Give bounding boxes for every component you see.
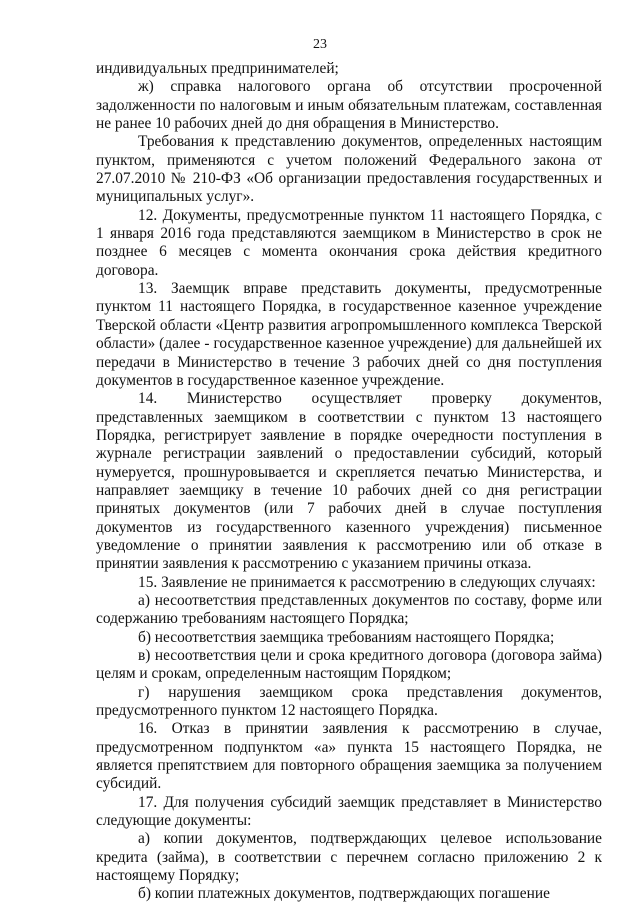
paragraph-12: 12. Документы, предусмотренные пунктом 11 настоящего Порядка, с 1 января 2016 года представляются заемщиком в Министерство в срок не позднее 6 месяцев с момента окончания срока действия кредитного договора.	[96, 206, 602, 279]
paragraph-15-a: а) несоответствия представленных документов по составу, форме или содержанию требованиям настоящего Порядка;	[96, 591, 602, 628]
paragraph-16: 16. Отказ в принятии заявления к рассмотрению в случае, предусмотренном подпунктом «а» пункта 15 настоящего Порядка, не является препятствием для повторного обращения заемщика за получением субсидий.	[96, 720, 602, 793]
paragraph-15-b: б) несоответствия заемщика требованиям настоящего Порядка;	[138, 628, 555, 646]
paragraph-14: 14. Министерство осуществляет проверку документов, представленных заемщиком в соответствии с пунктом 13 настоящего Порядка, регистрирует заявление в порядке очередности поступления в журнале регистрации заявлений о предоставлении субсидий, который нумеруется, прошнуровывается и скрепляется печатью Министерства, и направляет заемщику в течение 10 рабочих дней со дня регистрации принятых документов (или 7 рабочих дней в случае поступления документов из государственного казенного учреждения) письменное уведомление о принятии заявления к рассмотрению или об отказе в принятии заявления к рассмотрению с указанием причины отказа.	[96, 390, 602, 573]
paragraph-17-a: а) копии документов, подтверждающих целевое использование кредита (займа), в соответствии с перечнем согласно приложению 2 к настоящему Порядку;	[96, 830, 602, 885]
paragraph-15-g: г) нарушения заемщиком срока представления документов, предусмотренного пунктом 12 настоящего Порядка.	[96, 683, 602, 720]
paragraph-13: 13. Заемщик вправе представить документы, предусмотренные пунктом 11 настоящего Порядка, в государственное казенное учреждение Тверской области «Центр развития агропромышленного комплекса Тверской области» (далее - государственное казенное учреждение) для дальнейшей их передачи в Министерство в течение 3 рабочих дней со дня поступления документов в государственное казенное учреждение.	[96, 280, 602, 389]
paragraph-15-v: в) несоответствия цели и срока кредитного договора (договора займа) целям и срокам, определенным настоящим Порядком;	[96, 647, 602, 683]
page-number: 23	[313, 37, 327, 52]
document-body	[96, 60, 602, 904]
paragraph-17: 17. Для получения субсидий заемщик представляет в Министерство следующие документы:	[96, 793, 602, 830]
paragraph-item-zh: ж) справка налогового органа об отсутствии просроченной задолженности по налоговым и иным обязательным платежам, составленная не ранее 10 рабочих дней до дня обращения в Министерство.	[96, 78, 602, 133]
paragraph-17-b: б) копии платежных документов, подтверждающих погашение	[138, 885, 550, 903]
paragraph-requirements: Требования к представлению документов, определенных настоящим пунктом, применяются с учетом положений Федерального закона от 27.07.2010 № 210-ФЗ «Об организации предоставления государственных и муниципальных услуг».	[96, 133, 602, 206]
paragraph-15: 15. Заявление не принимается к рассмотрению в следующих случаях:	[138, 573, 596, 591]
paragraph-continuation: индивидуальных предпринимателей;	[96, 60, 339, 77]
